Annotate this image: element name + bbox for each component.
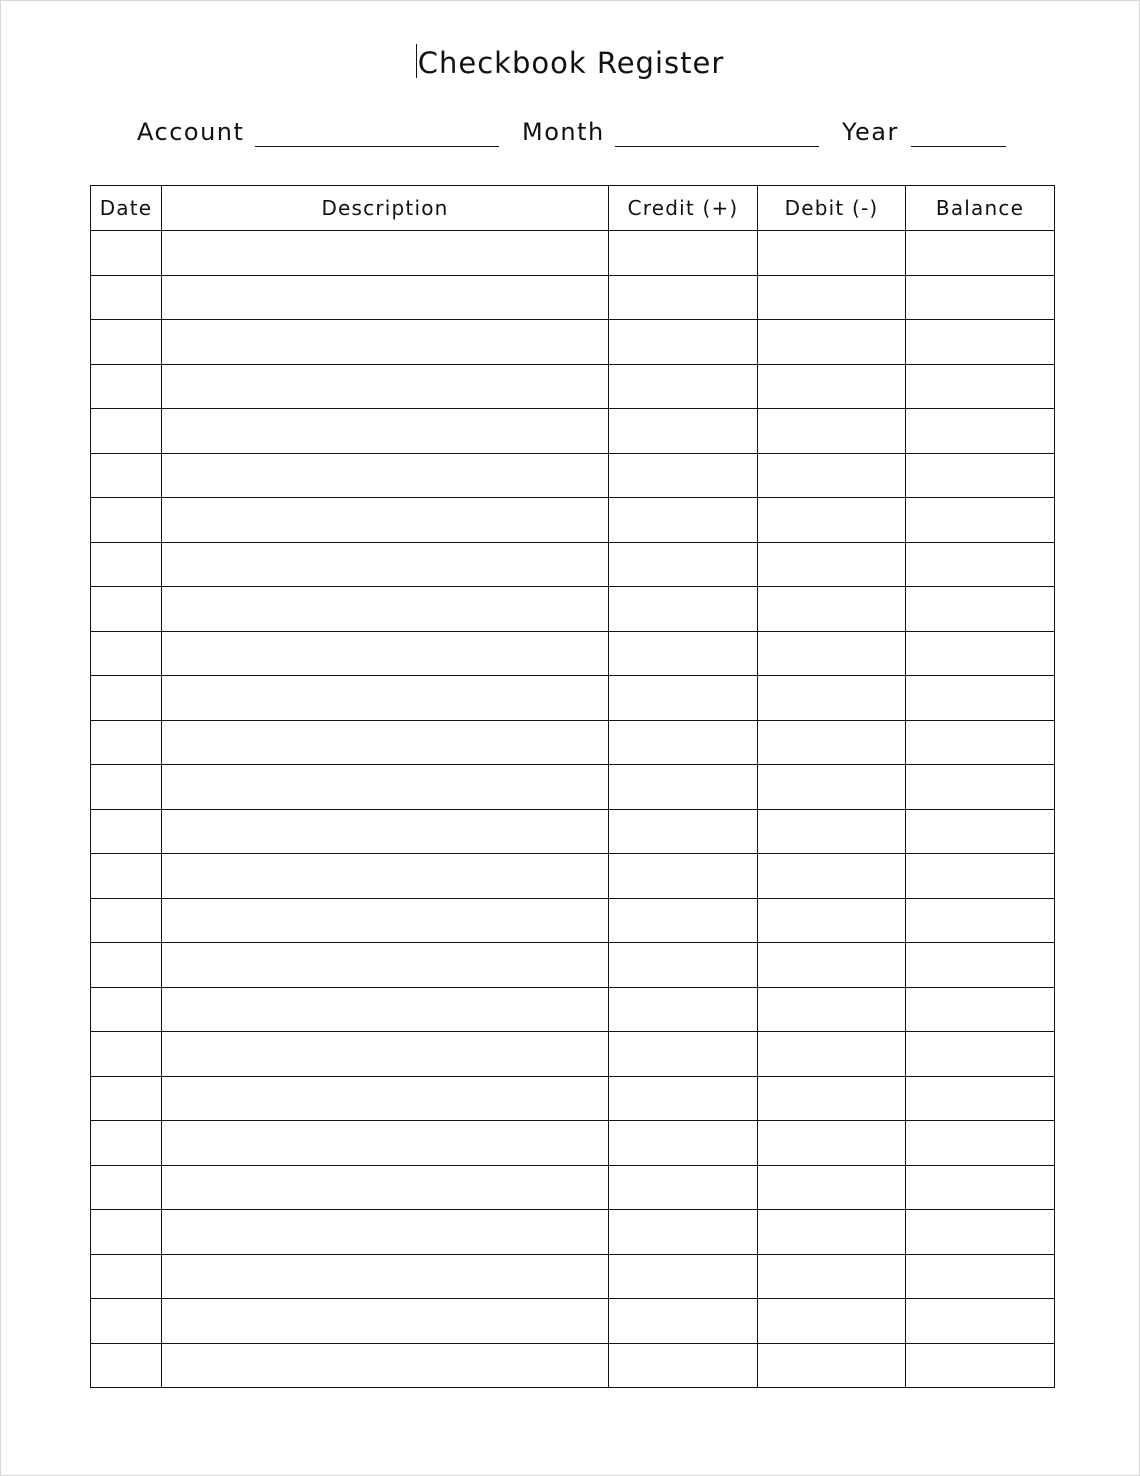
table-row xyxy=(91,364,1055,409)
description-cell[interactable] xyxy=(162,409,609,454)
description-cell[interactable] xyxy=(162,1299,609,1344)
table-row xyxy=(91,542,1055,587)
balance-cell[interactable] xyxy=(906,898,1055,943)
table-row xyxy=(91,676,1055,721)
description-cell[interactable] xyxy=(162,498,609,543)
table-row xyxy=(91,898,1055,943)
balance-cell[interactable] xyxy=(906,1254,1055,1299)
date-cell[interactable] xyxy=(91,409,162,454)
page-title xyxy=(0,44,1140,80)
table-row xyxy=(91,275,1055,320)
credit-cell[interactable] xyxy=(609,898,758,943)
credit-cell[interactable] xyxy=(609,987,758,1032)
column-header-balance: Balance xyxy=(906,186,1055,231)
table-row xyxy=(91,320,1055,365)
register-table xyxy=(90,185,1055,1388)
column-header-date: Date xyxy=(91,186,162,231)
table-row xyxy=(91,1254,1055,1299)
table-row xyxy=(91,809,1055,854)
date-cell[interactable] xyxy=(91,587,162,632)
description-cell[interactable] xyxy=(162,898,609,943)
table-row xyxy=(91,1121,1055,1166)
balance-cell[interactable] xyxy=(906,453,1055,498)
description-cell[interactable] xyxy=(162,1032,609,1077)
year-label: Year xyxy=(842,118,899,146)
balance-cell[interactable] xyxy=(906,364,1055,409)
description-cell[interactable] xyxy=(162,1076,609,1121)
credit-cell[interactable] xyxy=(609,453,758,498)
date-cell[interactable] xyxy=(91,1165,162,1210)
debit-cell[interactable] xyxy=(758,676,906,721)
date-cell[interactable] xyxy=(91,898,162,943)
date-cell[interactable] xyxy=(91,498,162,543)
description-cell[interactable] xyxy=(162,1121,609,1166)
table-row xyxy=(91,765,1055,810)
debit-cell[interactable] xyxy=(758,409,906,454)
date-cell[interactable] xyxy=(91,676,162,721)
balance-cell[interactable] xyxy=(906,587,1055,632)
balance-cell[interactable] xyxy=(906,1076,1055,1121)
table-row xyxy=(91,1165,1055,1210)
balance-cell[interactable] xyxy=(906,854,1055,899)
description-cell[interactable] xyxy=(162,320,609,365)
table-row xyxy=(91,1032,1055,1077)
credit-cell[interactable] xyxy=(609,542,758,587)
description-cell[interactable] xyxy=(162,1343,609,1388)
description-cell[interactable] xyxy=(162,720,609,765)
account-field[interactable] xyxy=(255,146,499,147)
credit-cell[interactable] xyxy=(609,1121,758,1166)
date-cell[interactable] xyxy=(91,542,162,587)
text-cursor xyxy=(416,44,417,78)
balance-cell[interactable] xyxy=(906,320,1055,365)
column-header-credit: Credit (+) xyxy=(609,186,758,231)
credit-cell[interactable] xyxy=(609,765,758,810)
description-cell[interactable] xyxy=(162,943,609,988)
date-cell[interactable] xyxy=(91,809,162,854)
debit-cell[interactable] xyxy=(758,720,906,765)
table-row xyxy=(91,987,1055,1032)
date-cell[interactable] xyxy=(91,1254,162,1299)
debit-cell[interactable] xyxy=(758,1121,906,1166)
register-body xyxy=(91,231,1055,1388)
date-cell[interactable] xyxy=(91,1121,162,1166)
debit-cell[interactable] xyxy=(758,765,906,810)
description-cell[interactable] xyxy=(162,1165,609,1210)
date-cell[interactable] xyxy=(91,364,162,409)
description-cell[interactable] xyxy=(162,453,609,498)
credit-cell[interactable] xyxy=(609,1299,758,1344)
date-cell[interactable] xyxy=(91,1343,162,1388)
debit-cell[interactable] xyxy=(758,587,906,632)
page-title-text: Checkbook Register xyxy=(417,46,725,80)
credit-cell[interactable] xyxy=(609,943,758,988)
debit-cell[interactable] xyxy=(758,1032,906,1077)
credit-cell[interactable] xyxy=(609,320,758,365)
date-cell[interactable] xyxy=(91,275,162,320)
credit-cell[interactable] xyxy=(609,364,758,409)
date-cell[interactable] xyxy=(91,631,162,676)
table-row xyxy=(91,1076,1055,1121)
table-row xyxy=(91,631,1055,676)
balance-cell[interactable] xyxy=(906,542,1055,587)
balance-cell[interactable] xyxy=(906,1299,1055,1344)
credit-cell[interactable] xyxy=(609,1343,758,1388)
balance-cell[interactable] xyxy=(906,409,1055,454)
debit-cell[interactable] xyxy=(758,498,906,543)
credit-cell[interactable] xyxy=(609,1032,758,1077)
balance-cell[interactable] xyxy=(906,1210,1055,1255)
date-cell[interactable] xyxy=(91,720,162,765)
debit-cell[interactable] xyxy=(758,854,906,899)
year-field[interactable] xyxy=(911,146,1006,147)
credit-cell[interactable] xyxy=(609,587,758,632)
debit-cell[interactable] xyxy=(758,1254,906,1299)
debit-cell[interactable] xyxy=(758,231,906,276)
month-field[interactable] xyxy=(615,146,819,147)
balance-cell[interactable] xyxy=(906,1032,1055,1077)
description-cell[interactable] xyxy=(162,676,609,721)
balance-cell[interactable] xyxy=(906,943,1055,988)
date-cell[interactable] xyxy=(91,453,162,498)
credit-cell[interactable] xyxy=(609,1254,758,1299)
description-cell[interactable] xyxy=(162,542,609,587)
debit-cell[interactable] xyxy=(758,320,906,365)
column-header-description: Description xyxy=(162,186,609,231)
debit-cell[interactable] xyxy=(758,1343,906,1388)
credit-cell[interactable] xyxy=(609,1165,758,1210)
date-cell[interactable] xyxy=(91,1299,162,1344)
date-cell[interactable] xyxy=(91,231,162,276)
balance-cell[interactable] xyxy=(906,498,1055,543)
debit-cell[interactable] xyxy=(758,987,906,1032)
table-row xyxy=(91,587,1055,632)
debit-cell[interactable] xyxy=(758,453,906,498)
table-row xyxy=(91,231,1055,276)
balance-cell[interactable] xyxy=(906,1165,1055,1210)
date-cell[interactable] xyxy=(91,987,162,1032)
credit-cell[interactable] xyxy=(609,631,758,676)
balance-cell[interactable] xyxy=(906,1121,1055,1166)
description-cell[interactable] xyxy=(162,1210,609,1255)
table-row xyxy=(91,1210,1055,1255)
description-cell[interactable] xyxy=(162,765,609,810)
table-row xyxy=(91,943,1055,988)
description-cell[interactable] xyxy=(162,987,609,1032)
balance-cell[interactable] xyxy=(906,1343,1055,1388)
date-cell[interactable] xyxy=(91,1076,162,1121)
description-cell[interactable] xyxy=(162,275,609,320)
credit-cell[interactable] xyxy=(609,409,758,454)
table-row xyxy=(91,498,1055,543)
credit-cell[interactable] xyxy=(609,676,758,721)
date-cell[interactable] xyxy=(91,765,162,810)
debit-cell[interactable] xyxy=(758,631,906,676)
balance-cell[interactable] xyxy=(906,809,1055,854)
table-row xyxy=(91,1299,1055,1344)
credit-cell[interactable] xyxy=(609,1210,758,1255)
debit-cell[interactable] xyxy=(758,275,906,320)
balance-cell[interactable] xyxy=(906,720,1055,765)
date-cell[interactable] xyxy=(91,1032,162,1077)
header-row xyxy=(91,186,1055,231)
balance-cell[interactable] xyxy=(906,231,1055,276)
balance-cell[interactable] xyxy=(906,987,1055,1032)
debit-cell[interactable] xyxy=(758,1165,906,1210)
debit-cell[interactable] xyxy=(758,898,906,943)
date-cell[interactable] xyxy=(91,943,162,988)
description-cell[interactable] xyxy=(162,809,609,854)
description-cell[interactable] xyxy=(162,631,609,676)
credit-cell[interactable] xyxy=(609,809,758,854)
table-row xyxy=(91,409,1055,454)
column-header-debit: Debit (-) xyxy=(758,186,906,231)
credit-cell[interactable] xyxy=(609,1076,758,1121)
credit-cell[interactable] xyxy=(609,275,758,320)
description-cell[interactable] xyxy=(162,231,609,276)
debit-cell[interactable] xyxy=(758,1299,906,1344)
debit-cell[interactable] xyxy=(758,943,906,988)
credit-cell[interactable] xyxy=(609,498,758,543)
description-cell[interactable] xyxy=(162,1254,609,1299)
credit-cell[interactable] xyxy=(609,854,758,899)
date-cell[interactable] xyxy=(91,1210,162,1255)
credit-cell[interactable] xyxy=(609,720,758,765)
month-label: Month xyxy=(522,118,605,146)
description-cell[interactable] xyxy=(162,854,609,899)
debit-cell[interactable] xyxy=(758,364,906,409)
description-cell[interactable] xyxy=(162,587,609,632)
credit-cell[interactable] xyxy=(609,231,758,276)
debit-cell[interactable] xyxy=(758,1210,906,1255)
description-cell[interactable] xyxy=(162,364,609,409)
balance-cell[interactable] xyxy=(906,676,1055,721)
table-row xyxy=(91,854,1055,899)
table-row xyxy=(91,720,1055,765)
balance-cell[interactable] xyxy=(906,275,1055,320)
debit-cell[interactable] xyxy=(758,1076,906,1121)
date-cell[interactable] xyxy=(91,854,162,899)
account-label: Account xyxy=(137,118,245,146)
debit-cell[interactable] xyxy=(758,542,906,587)
date-cell[interactable] xyxy=(91,320,162,365)
table-row xyxy=(91,1343,1055,1388)
debit-cell[interactable] xyxy=(758,809,906,854)
table-row xyxy=(91,453,1055,498)
balance-cell[interactable] xyxy=(906,631,1055,676)
balance-cell[interactable] xyxy=(906,765,1055,810)
